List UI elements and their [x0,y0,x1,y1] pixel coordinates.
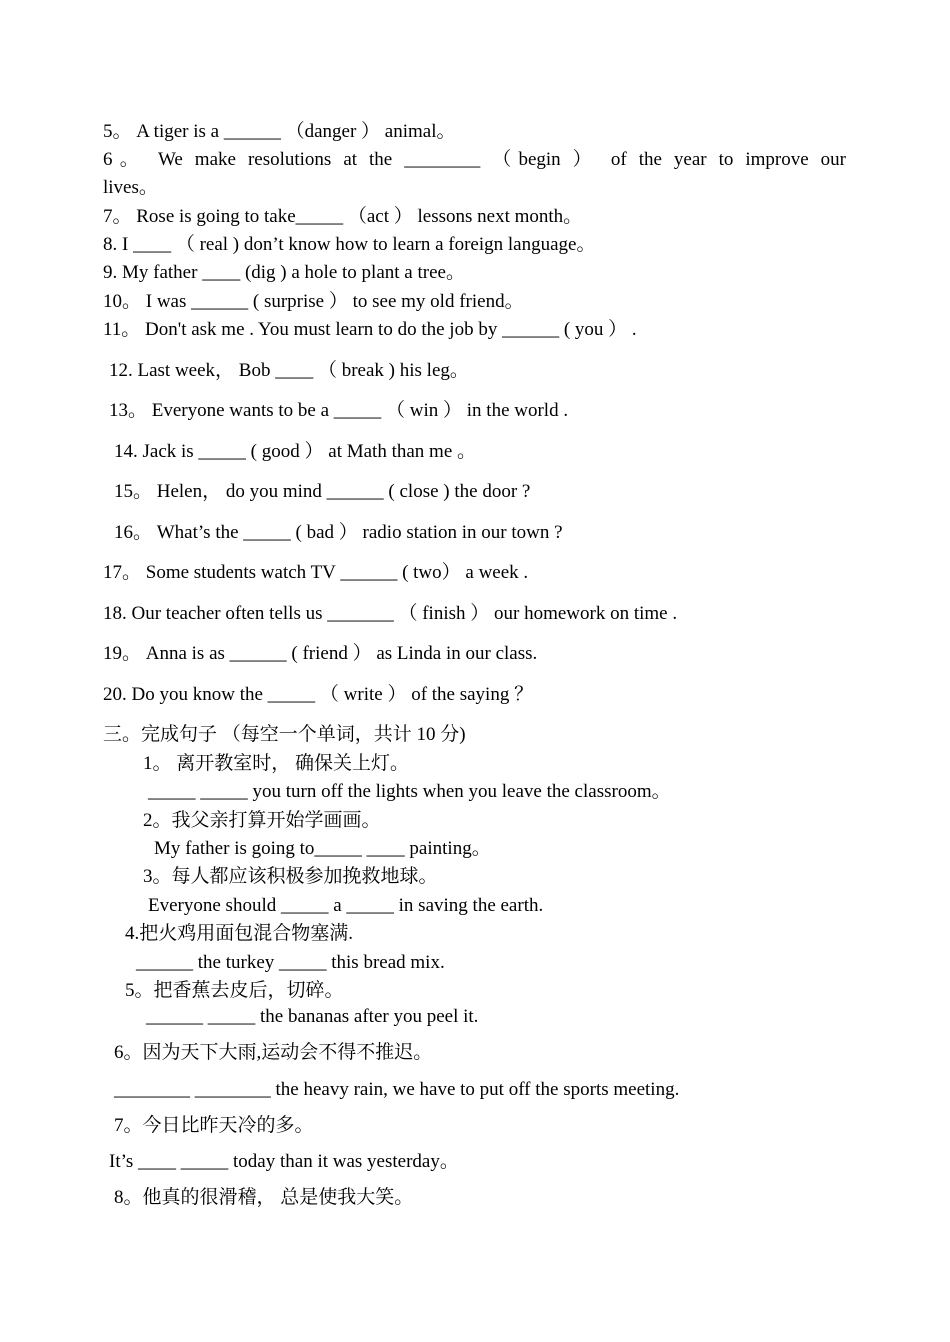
question-12: 12. Last week， Bob ____ （ break ) his leg。 [109,360,469,381]
section-three-heading: 三。完成句子 （每空一个单词，共计 10 分) [103,724,466,745]
question-6-line1: 6。 We make resolutions at the ________ （begin ） of the year to improve our [103,149,846,170]
question-9: 9. My father ____ (dig ) a hole to plant a tree。 [103,262,465,283]
question-8: 8. I ____ （ real ) don’t know how to learn a foreign language。 [103,234,596,255]
sentence-2-english: My father is going to_____ ____ painting。 [154,838,491,859]
question-10: 10。 I was ______ ( surprise ） to see my old friend。 [103,291,524,312]
question-16: 16。 What’s the _____ ( bad ） radio station in our town ? [114,522,563,543]
sentence-4-english: ______ the turkey _____ this bread mix. [136,952,445,973]
sentence-3-english: Everyone should _____ a _____ in saving the earth. [148,895,544,916]
question-7: 7。 Rose is going to take_____ （act ） lessons next month。 [103,206,583,227]
sentence-6-english: ________ ________ the heavy rain, we have to put off the sports meeting. [114,1079,680,1100]
question-6-line2: lives。 [103,177,158,198]
sentence-1-english: _____ _____ you turn off the lights when you leave the classroom。 [148,781,671,802]
question-11: 11。 Don't ask me . You must learn to do the job by ______ ( you ） . [103,319,637,340]
sentence-3-chinese: 3。每人都应该积极参加挽救地球。 [143,866,438,887]
question-20: 20. Do you know the _____ （ write ） of the saying ？ [103,684,534,705]
question-18: 18. Our teacher often tells us _______ （ finish ） our homework on time . [103,603,678,624]
sentence-1-chinese: 1。 离开教室时， 确保关上灯。 [143,753,410,774]
sentence-2-chinese: 2。我父亲打算开始学画画。 [143,810,381,831]
sentence-7-chinese: 7。今日比昨天冷的多。 [114,1115,314,1136]
question-5: 5。 A tiger is a ______ （danger ） animal。 [103,121,456,142]
sentence-7-english: It’s ____ _____ today than it was yesterday。 [109,1151,459,1172]
sentence-6-chinese: 6。因为天下大雨,运动会不得不推迟。 [114,1042,433,1063]
question-13: 13。 Everyone wants to be a _____ （ win ） in the world . [109,400,569,421]
question-15: 15。 Helen， do you mind ______ ( close ) the door ? [114,481,531,502]
question-17: 17。 Some students watch TV ______ ( two） a week . [103,562,529,583]
sentence-4-chinese: 4.把火鸡用面包混合物塞满. [125,923,354,944]
sentence-5-english: ______ _____ the bananas after you peel it. [146,1006,479,1027]
sentence-8-chinese: 8。他真的很滑稽， 总是使我大笑。 [114,1187,414,1208]
sentence-5-chinese: 5。把香蕉去皮后，切碎。 [125,980,344,1001]
question-19: 19。 Anna is as ______ ( friend ） as Linda in our class. [103,643,538,664]
question-14: 14. Jack is _____ ( good ） at Math than me 。 [114,441,477,462]
